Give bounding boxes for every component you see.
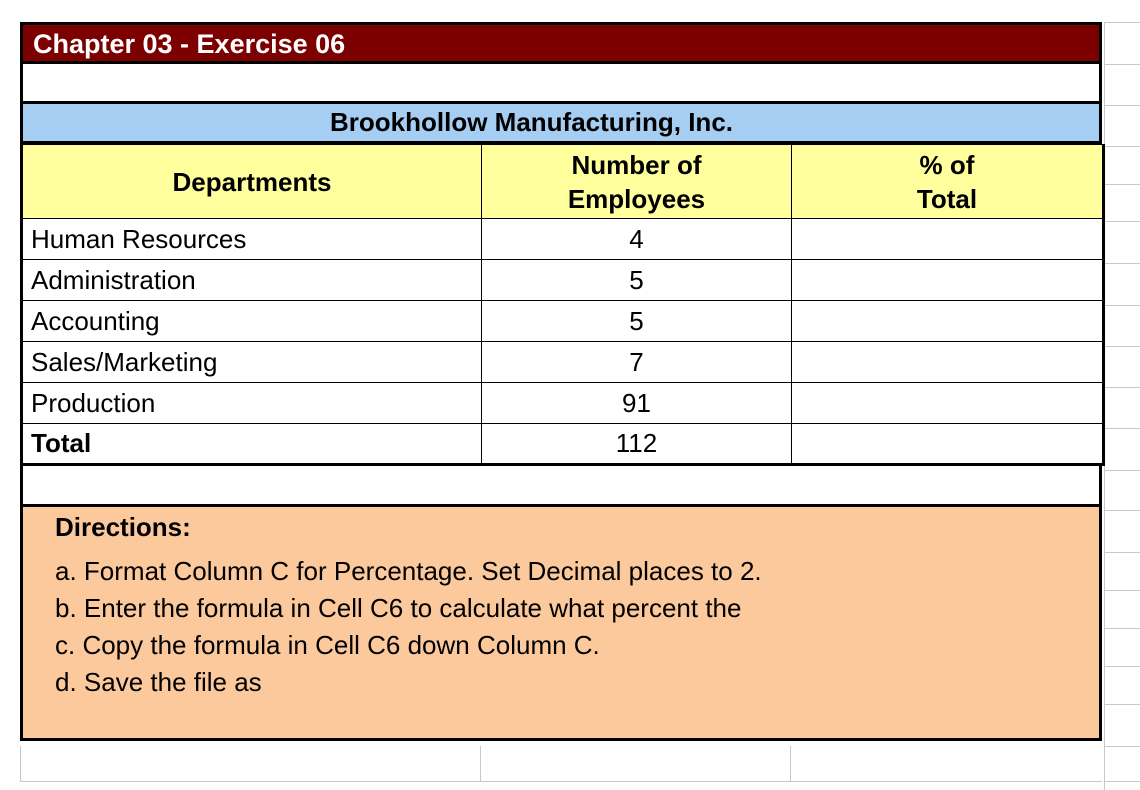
worksheet	[20, 22, 1102, 741]
percent-cell[interactable]	[792, 383, 1104, 424]
total-label-cell[interactable]: Total	[22, 424, 482, 465]
grid-row-line	[1104, 552, 1140, 553]
grid-row-line	[1104, 590, 1140, 591]
employees-cell[interactable]: 7	[482, 342, 792, 383]
department-cell[interactable]: Production	[22, 383, 482, 424]
grid-row-line	[1104, 263, 1140, 264]
grid-row-line	[1104, 470, 1140, 471]
direction-item: c. Copy the formula in Cell C6 down Column C.	[55, 630, 600, 660]
employees-cell[interactable]: 5	[482, 260, 792, 301]
department-cell[interactable]: Administration	[22, 260, 482, 301]
grid-row-line	[1104, 510, 1140, 511]
header-departments[interactable]: Departments	[22, 145, 482, 219]
header-percent-total[interactable]: % of Total	[792, 145, 1104, 219]
grid-row-line	[1104, 746, 1140, 747]
grid-row-line	[1104, 704, 1140, 705]
employees-cell[interactable]: 5	[482, 301, 792, 342]
total-employees-cell[interactable]: 112	[482, 424, 792, 465]
empty-sheet-row[interactable]	[20, 746, 1102, 782]
table-header-row	[22, 145, 1104, 219]
directions-title: Directions:	[55, 512, 191, 542]
direction-item: b. Enter the formula in Cell C6 to calculate what percent the	[55, 593, 742, 623]
grid-row-line	[1104, 22, 1140, 23]
company-name-cell[interactable]	[20, 104, 1102, 144]
grid-row-line	[1104, 64, 1140, 65]
directions-box[interactable]	[20, 507, 1102, 741]
blank-cell-row[interactable]	[20, 466, 1102, 507]
header-employees[interactable]: Number of Employees	[482, 145, 792, 219]
percent-cell[interactable]	[792, 219, 1104, 260]
grid-column-line	[20, 746, 21, 782]
total-percent-cell[interactable]	[792, 424, 1104, 465]
company-name: Brookhollow Manufacturing, Inc.	[330, 107, 733, 137]
direction-item: a. Format Column C for Percentage. Set Decimal places to 2.	[55, 556, 762, 586]
sheet-title[interactable]: Chapter 03 - Exercise 06	[20, 22, 1102, 64]
table-row	[22, 383, 1104, 424]
percent-cell[interactable]	[792, 342, 1104, 383]
percent-cell[interactable]	[792, 301, 1104, 342]
grid-row-line	[1104, 305, 1140, 306]
table-row	[22, 342, 1104, 383]
grid-column-line	[790, 746, 791, 782]
grid-row-line	[1104, 346, 1140, 347]
direction-item: d. Save the file as	[55, 667, 262, 697]
department-cell[interactable]: Sales/Marketing	[22, 342, 482, 383]
grid-row-line	[1104, 387, 1140, 388]
employees-cell[interactable]: 91	[482, 383, 792, 424]
department-cell[interactable]: Human Resources	[22, 219, 482, 260]
blank-cell-row[interactable]	[20, 64, 1102, 104]
grid-row-line	[1104, 146, 1140, 147]
grid-row-line	[1104, 666, 1140, 667]
total-row	[22, 424, 1104, 465]
table-row	[22, 260, 1104, 301]
table-row	[22, 301, 1104, 342]
grid-column-line	[480, 746, 481, 782]
grid-row-line	[1104, 184, 1140, 185]
grid-row-line	[1104, 428, 1140, 429]
grid-row-line	[1104, 221, 1140, 222]
employees-cell[interactable]: 4	[482, 219, 792, 260]
employee-table	[20, 144, 1105, 466]
department-cell[interactable]: Accounting	[22, 301, 482, 342]
grid-row-line	[1104, 628, 1140, 629]
grid-row-line	[1104, 105, 1140, 106]
percent-cell[interactable]	[792, 260, 1104, 301]
table-row	[22, 219, 1104, 260]
grid-row-line	[1104, 781, 1140, 782]
